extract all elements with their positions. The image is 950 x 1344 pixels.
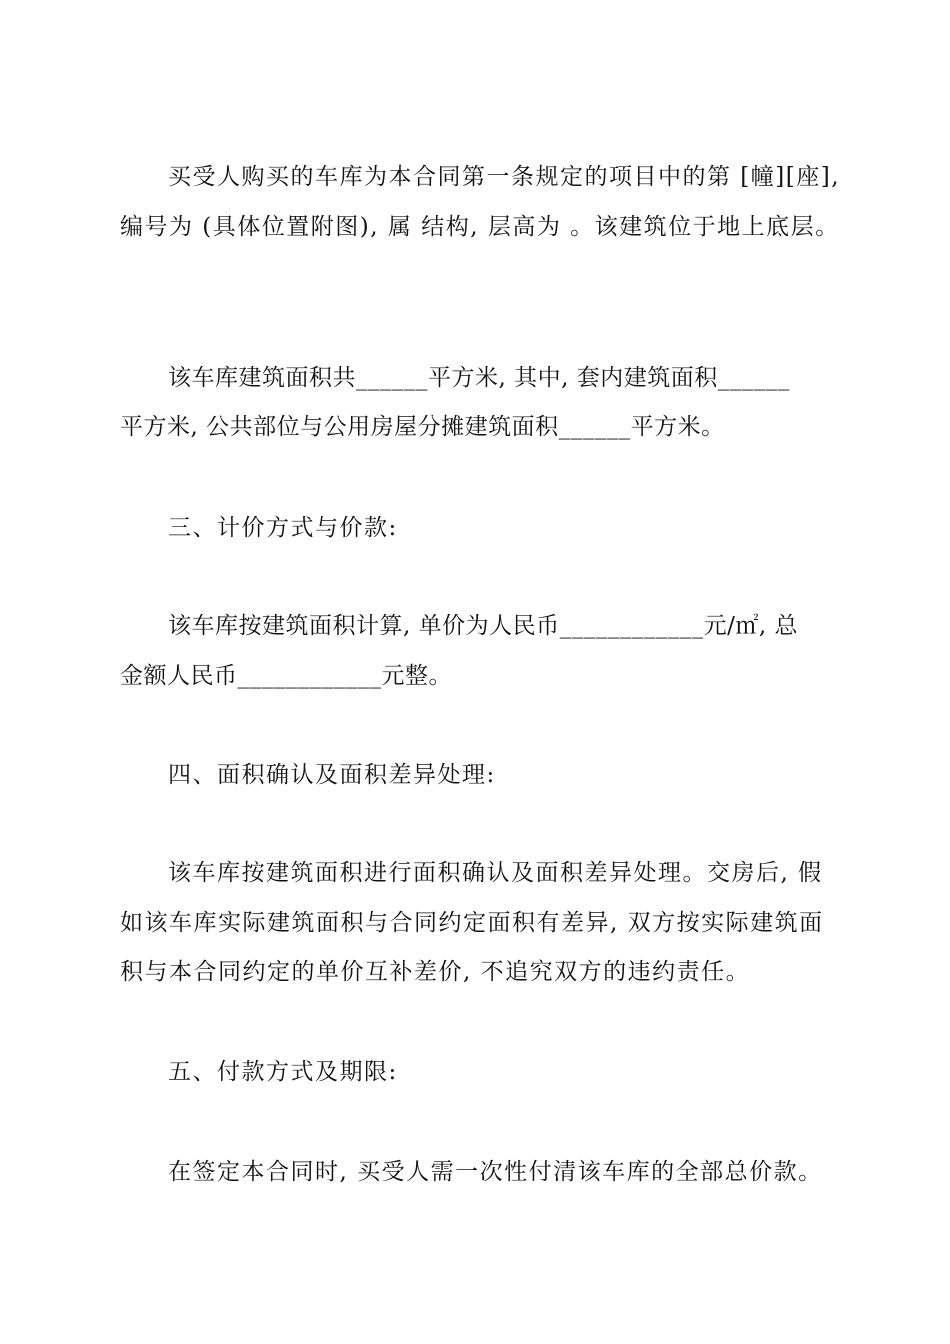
paragraph-line: 该车库按建筑面积进行面积确认及面积差异处理。交房后, 假 (168, 860, 823, 886)
paragraph-line: 在签定本合同时, 买受人需一次性付清该车库的全部总价款。 (168, 1159, 823, 1185)
paragraph-line: 该车库建筑面积共______平方米, 其中, 套内建筑面积______ (168, 365, 790, 391)
paragraph-line: 如该车库实际建筑面积与合同约定面积有差异, 双方按实际建筑面 (120, 910, 824, 936)
section-heading: 三、计价方式与价款: (168, 515, 398, 541)
paragraph-line: 该车库按建筑面积计算, 单价为人民币____________元/㎡, 总 (168, 613, 798, 639)
paragraph-line: 买受人购买的车库为本合同第一条规定的项目中的第 [幢][座], (168, 164, 841, 190)
section-heading: 四、面积确认及面积差异处理: (168, 762, 496, 788)
paragraph-line: 金额人民币____________元整。 (120, 663, 452, 689)
paragraph-line: 平方米, 公共部位与公用房屋分摊建筑面积______平方米。 (120, 414, 725, 440)
section-heading: 五、付款方式及期限: (168, 1059, 398, 1085)
paragraph-line: 积与本合同约定的单价互补差价, 不追究双方的违约责任。 (120, 959, 751, 985)
paragraph-line: 编号为 (具体位置附图), 属 结构, 层高为 。该建筑位于地上底层。 (120, 214, 840, 240)
